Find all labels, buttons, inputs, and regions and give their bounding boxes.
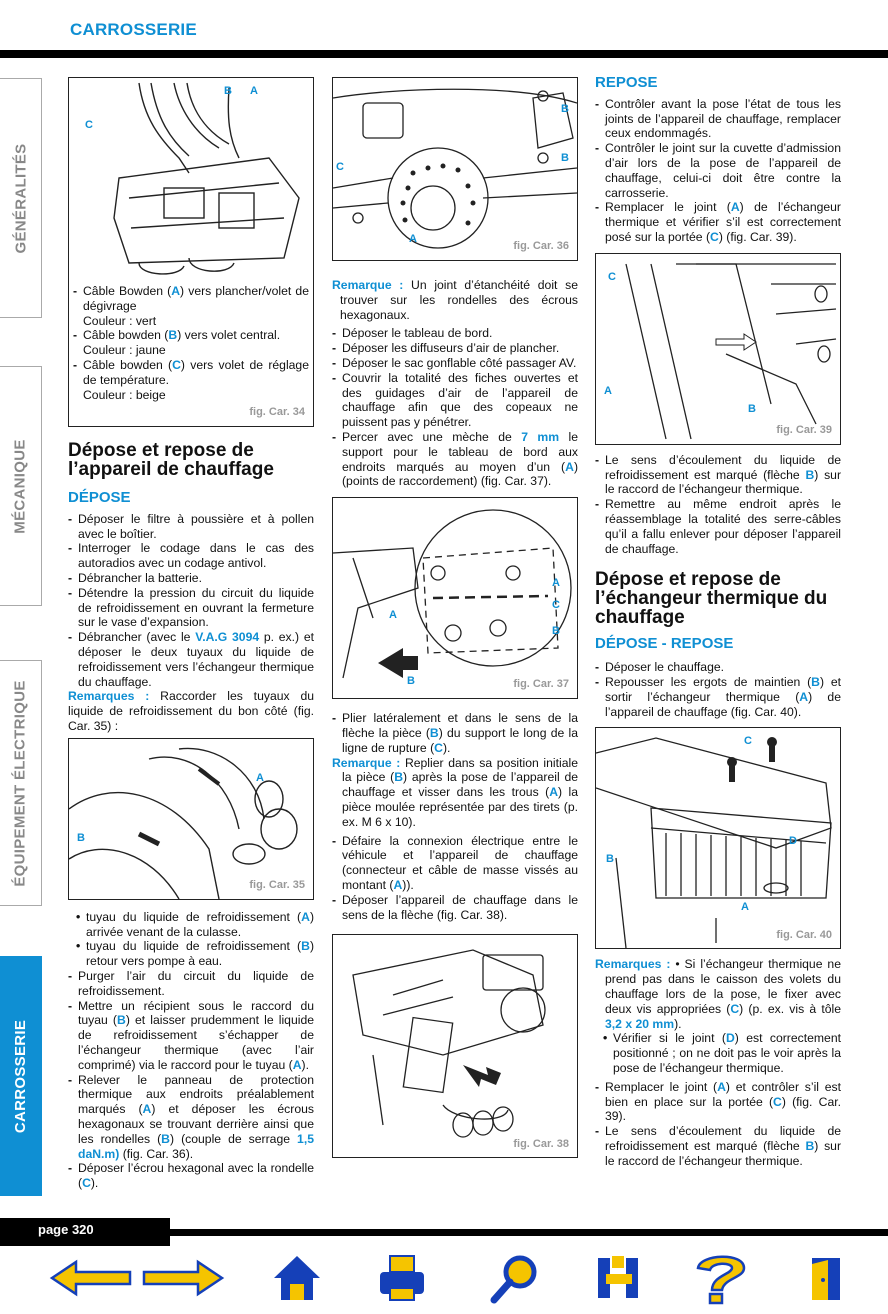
list-item: - Câble bowden (C) vers volet de réglage de température. Couleur : beige <box>73 358 309 402</box>
tab-label: CARROSSERIE <box>12 1019 30 1133</box>
list-item: - Plier latéralement et dans le sens de la flèche la pièce (B) du support le long de la ligne de rupture (C). <box>332 711 578 755</box>
list-item: • tuyau du liquide de refroidissement (A) arrivée venant de la culasse. <box>76 910 314 940</box>
remark: Remarque : Replier dans sa position initiale la pièce (B) après la pose de l’appareil de chauffage et visser dans les trous (A) la pièce moulée représentée par des tirets (p. ex. M 6 x 10). <box>332 755 578 829</box>
list-item: - Déposer le chauffage. <box>595 660 841 675</box>
list-item: - Remplacer le joint (A) de l’échangeur thermique et vérifier s’il est correctement posé sur la portée (C) (fig. Car. 39). <box>595 200 841 244</box>
figure-car-38 <box>332 934 578 1158</box>
tab-equipement-electrique[interactable] <box>0 660 42 906</box>
page-number: page 320 <box>38 1222 94 1237</box>
label-b: B <box>606 853 614 866</box>
label-a: A <box>256 771 264 784</box>
tab-label: ÉQUIPEMENT ÉLECTRIQUE <box>12 679 30 887</box>
section-title: Dépose et repose de l’appareil de chauffage <box>68 440 274 480</box>
list-item: - Déposer l’appareil de chauffage dans le sens de la flèche (fig. Car. 38). <box>332 893 578 923</box>
list-item: - Repousser les ergots de maintien (B) et sortir l’échangeur thermique (A) de l’appareil de chauffage (fig. Car. 40). <box>595 675 841 719</box>
list-item: - Déposer le tableau de bord. <box>332 326 578 341</box>
figure-car-40 <box>595 727 841 949</box>
section-subtitle: REPOSE <box>595 74 658 91</box>
tab-label: GÉNÉRALITÉS <box>12 143 30 253</box>
label-b: B <box>552 625 560 638</box>
label-a: A <box>409 233 417 245</box>
label-a: A <box>604 384 612 397</box>
list-item: - Remettre au même endroit après le réassemblage la totalité des serre-câbles qu’il a fallu enlever pour déposer l’appareil de chauffage. <box>595 497 841 556</box>
list-item: - Purger l’air du circuit du liquide de refroidissement. <box>68 969 314 999</box>
figure-car-39 <box>595 253 841 445</box>
label-a: A <box>552 577 560 590</box>
label-a: A <box>389 609 397 622</box>
list-item: - Câble Bowden (A) vers plancher/volet de dégivrage Couleur : vert <box>73 284 309 328</box>
section-subtitle: DÉPOSE <box>68 489 131 506</box>
dashboard-support-drawing <box>333 498 577 698</box>
list-item: - Couvrir la totalité des fiches ouvertes et des guidages d’air de l’appareil de chauffage afin que des copeaux ne puissent pas y pénétrer. <box>332 371 578 430</box>
list-item: - Détendre la pression du circuit du liquide de refroidissement en ouvrant la fermeture sur le vase d’expansion. <box>68 586 314 630</box>
remark: Remarques : • Si l’échangeur thermique ne prend pas dans le caisson des volets du chauffage lors de la pose, le fixer avec deux vis appropriées (C) (p. ex. vis à tôle 3,2 x 20 mm). <box>595 957 842 1031</box>
label-c: C <box>552 599 560 612</box>
figure-caption: fig. Car. 39 <box>776 423 832 436</box>
list-item: - Contrôler avant la pose l’état de tous les joints de l’appareil de chauffage, remplacer ceux endommagés. <box>595 97 841 141</box>
column-2 <box>332 77 578 1158</box>
figure-car-34 <box>68 77 314 427</box>
label-b: B <box>561 152 569 164</box>
figure-caption: fig. Car. 35 <box>249 878 305 891</box>
figure-caption: fig. Car. 40 <box>776 928 832 941</box>
tab-carrosserie[interactable] <box>0 956 42 1196</box>
exit-door-icon[interactable] <box>800 1250 850 1306</box>
list-item: - Déposer le filtre à poussière et à pollen avec le boîtier. <box>68 512 314 542</box>
list-item: - Relever le panneau de protection thermique aux endroits préalablement marqués (A) et déposer les écrous hexagonaux se trouvant derrière ainsi que les rondelles (B) (couple de serrage 1,5 daN.m) (fig. Car. 36). <box>68 1073 314 1162</box>
list-item: - Percer avec une mèche de 7 mm le support pour le tableau de bord aux endroits marqués au moyen d’un (A) (points de raccordement) (fig. Car. 37). <box>332 430 578 489</box>
label-c: C <box>608 270 616 283</box>
heat-exchanger-seal-drawing <box>596 254 840 444</box>
label-b: B <box>407 675 415 688</box>
help-icon[interactable] <box>688 1250 752 1306</box>
list-item: - Mettre un récipient sous le raccord du tuyau (B) et laisser prudemment le liquide de refroidissement s’échapper de l’échangeur thermique (avec l’air comprimé) via le raccord pour le tuyau (A). <box>68 999 314 1073</box>
list-item: - Interroger le codage dans le cas des autoradios avec un codage antivol. <box>68 541 314 571</box>
figure-caption: fig. Car. 38 <box>513 1137 569 1150</box>
remark: Remarques : Raccorder les tuyaux du liquide de refroidissement du bon côté (fig. Car. 35) : <box>68 689 315 733</box>
figure-caption: fig. Car. 36 <box>513 240 569 253</box>
figure-car-36 <box>332 77 578 261</box>
label-c: C <box>85 119 93 131</box>
list-item: • tuyau du liquide de refroidissement (B) retour vers pompe à eau. <box>76 939 314 969</box>
tab-mecanique[interactable] <box>0 366 42 606</box>
label-d: D <box>789 835 797 848</box>
heat-exchanger-removal-drawing <box>596 728 840 948</box>
list-item: - Remplacer le joint (A) et contrôler s’il est bien en place sur la portée (C) (fig. Car. 39). <box>595 1080 841 1124</box>
tab-generalites[interactable] <box>0 78 42 318</box>
arrow-left-icon[interactable] <box>48 1250 134 1306</box>
list-item: - Déposer le sac gonflable côté passager AV. <box>332 356 578 371</box>
list-item: - Câble bowden (B) vers volet central. Couleur : jaune <box>73 328 309 358</box>
list-item: - Le sens d’écoulement du liquide de refroidissement est marqué (flèche B) sur le raccord de l’échangeur thermique. <box>595 1124 841 1168</box>
list-item: • Vérifier si le joint (D) est correctement positionné ; on ne doit pas le voir après la pose de l’échangeur thermique. <box>603 1031 841 1075</box>
figure-car-37 <box>332 497 578 699</box>
index-icon[interactable] <box>592 1250 646 1306</box>
remark: Remarque : Un joint d’étanchéité doit se trouver sur les rondelles des écrous hexagonaux. <box>332 278 578 322</box>
label-b: B <box>561 103 569 115</box>
tab-label: MÉCANIQUE <box>12 438 29 534</box>
heater-cables-drawing <box>69 78 313 278</box>
list-item: - Débrancher (avec le V.A.G 3094 p. ex.) et déposer le deux tuyaux du liquide de refroidissement vers l’échangeur thermique du chauffage. <box>68 630 314 689</box>
print-icon[interactable] <box>376 1250 428 1306</box>
list-item: - Déposer les diffuseurs d’air de plancher. <box>332 341 578 356</box>
coolant-hoses-drawing <box>69 739 313 899</box>
label-b: B <box>224 85 232 97</box>
search-icon[interactable] <box>488 1250 544 1306</box>
figure-car-35 <box>68 738 314 900</box>
label-b: B <box>77 831 85 844</box>
section-header: CARROSSERIE <box>70 20 197 39</box>
label-a: A <box>741 901 749 914</box>
list-item: - Débrancher la batterie. <box>68 571 314 586</box>
label-b: B <box>748 402 756 415</box>
arrow-right-icon[interactable] <box>140 1250 226 1306</box>
heater-unit-drawing <box>333 935 577 1157</box>
column-3 <box>595 76 841 1168</box>
label-a: A <box>250 85 258 97</box>
list-item: - Défaire la connexion électrique entre le véhicule et l’appareil de chauffage (connecteur et câble de masse vissés au montant (A)). <box>332 834 578 893</box>
figure-caption: fig. Car. 37 <box>513 678 569 691</box>
heat-shield-drawing <box>333 78 577 260</box>
label-c: C <box>744 735 752 748</box>
list-item: - Le sens d’écoulement du liquide de refroidissement est marqué (flèche B) sur le raccord de l’échangeur thermique. <box>595 453 841 497</box>
list-item: - Déposer l’écrou hexagonal avec la rondelle (C). <box>68 1161 314 1191</box>
top-rule <box>0 50 888 58</box>
section-subtitle: DÉPOSE - REPOSE <box>595 635 734 653</box>
column-1 <box>68 77 314 1191</box>
label-c: C <box>336 161 344 173</box>
figure-caption: fig. Car. 34 <box>249 406 305 419</box>
home-icon[interactable] <box>268 1250 326 1306</box>
section-title: Dépose et repose de l’échangeur thermique du chauffage <box>595 569 828 629</box>
list-item: - Contrôler le joint sur la cuvette d’admission d’air lors de la pose de l’appareil de chauffage, celui-ci doit être contre la carrosserie. <box>595 141 841 200</box>
